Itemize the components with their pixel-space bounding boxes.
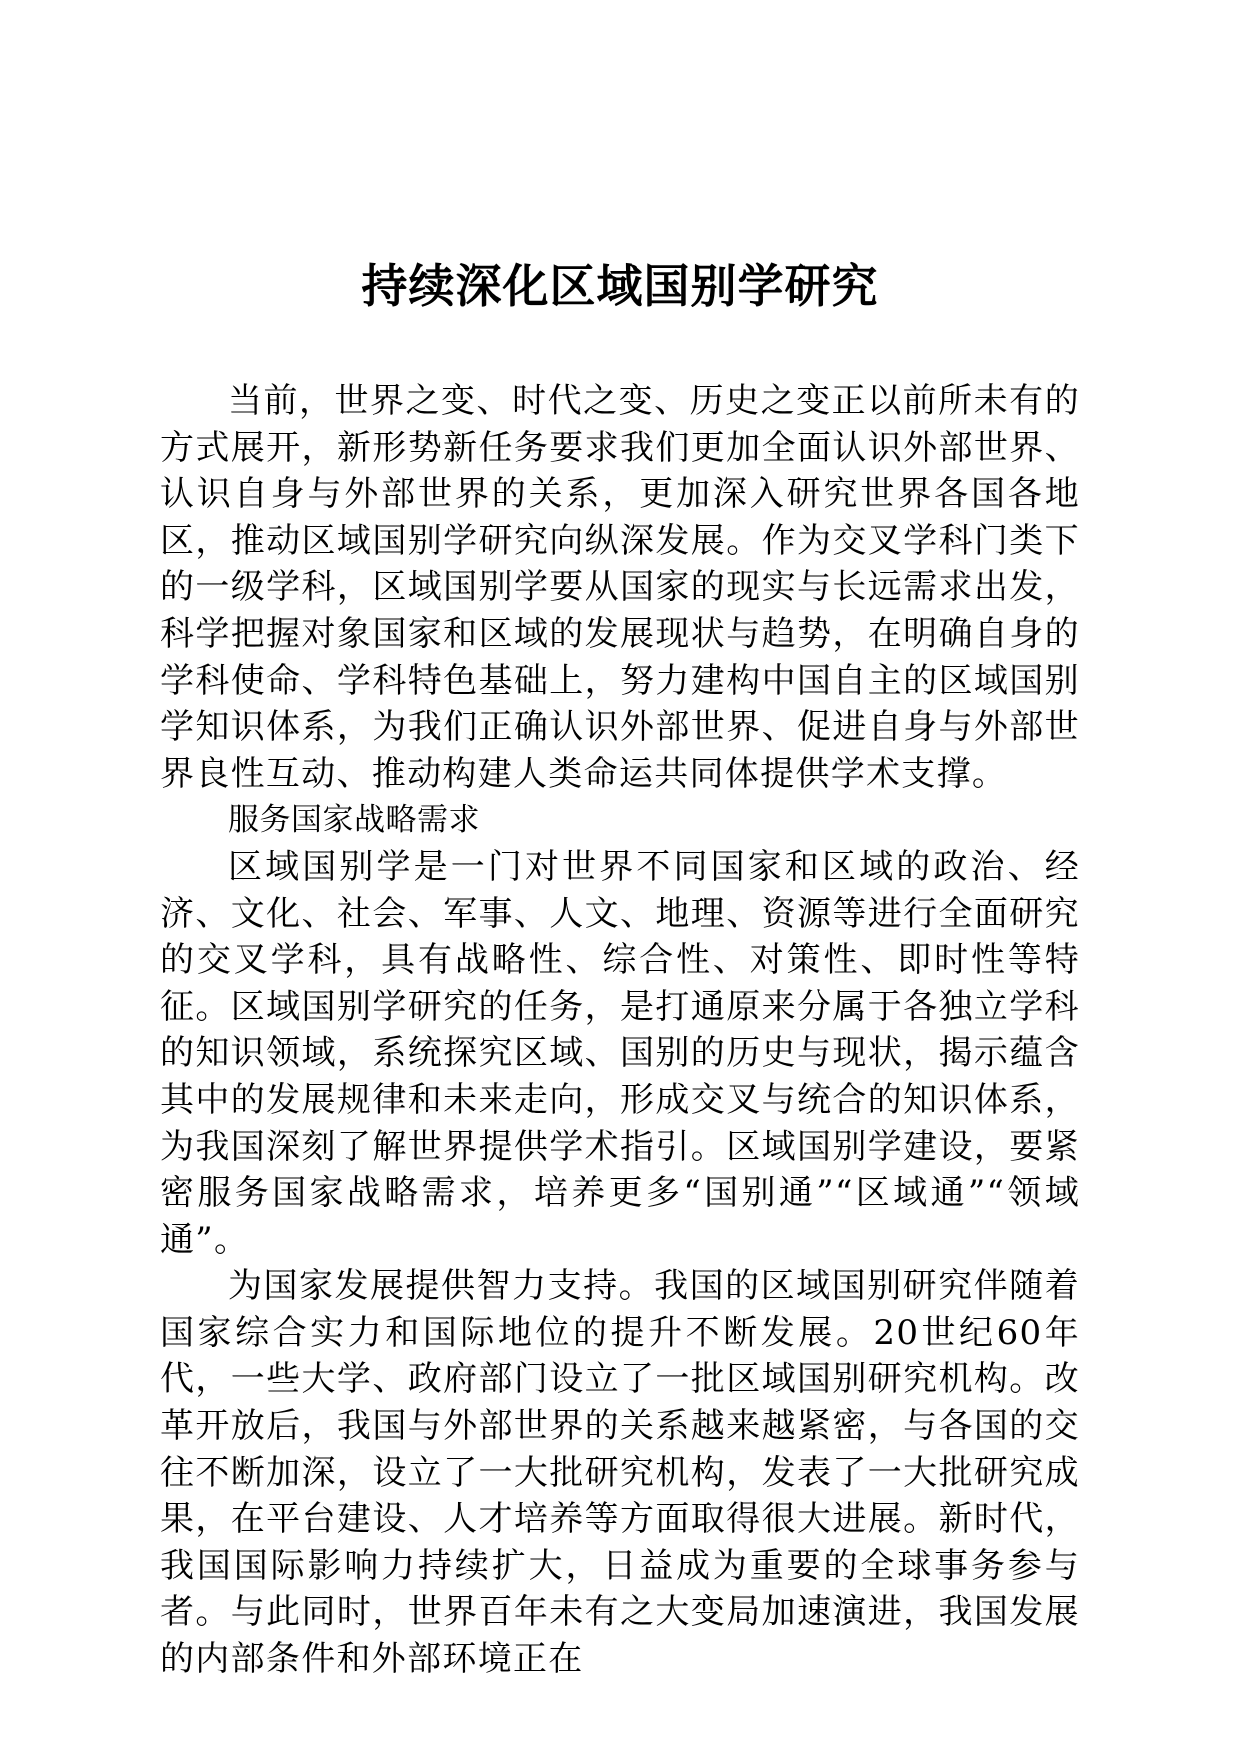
paragraph-development: 为国家发展提供智力支持。我国的区域国别研究伴随着国家综合实力和国际地位的提升不断发展。20世纪60年代，一些大学、政府部门设立了一批区域国别研究机构。改革开放后，我国与外部世界的关系越来越紧密，与各国的交往不断加深，设立了一大批研究机构，发表了一大批研究成果，在平台建设、人才培养等方面取得很大进展。新时代，我国国际影响力持续扩大，日益成为重要的全球事务参与者。与此同时，世界百年未有之大变局加速演进，我国发展的内部条件和外部环境正在 bbox=[160, 1266, 1080, 1680]
section-heading: 服务国家战略需求 bbox=[228, 802, 480, 839]
paragraph-definition: 区域国别学是一门对世界不同国家和区域的政治、经济、文化、社会、军事、人文、地理、资源等进行全面研究的交叉学科，具有战略性、综合性、对策性、即时性等特征。区域国别学研究的任务，是打通原来分属于各独立学科的知识领域，系统探究区域、国别的历史与现状，揭示蕴含其中的发展规律和未来走向，形成交叉与统合的知识体系，为我国深刻了解世界提供学术指引。区域国别学建设，要紧密服务国家战略需求，培养更多“国别通”“区域通”“领域通”。 bbox=[160, 846, 1080, 1260]
document-body bbox=[160, 378, 1080, 1683]
document-title: 持续深化区域国别学研究 bbox=[361, 259, 879, 313]
paragraph-intro: 当前，世界之变、时代之变、历史之变正以前所未有的方式展开，新形势新任务要求我们更加全面认识外部世界、认识自身与外部世界的关系，更加深入研究世界各国各地区，推动区域国别学研究向纵深发展。作为交叉学科门类下的一级学科，区域国别学要从国家的现实与长远需求出发，科学把握对象国家和区域的发展现状与趋势，在明确自身的学科使命、学科特色基础上，努力建构中国自主的区域国别学知识体系，为我们正确认识外部世界、促进自身与外部世界良性互动、推动构建人类命运共同体提供学术支撑。 bbox=[160, 381, 1080, 794]
